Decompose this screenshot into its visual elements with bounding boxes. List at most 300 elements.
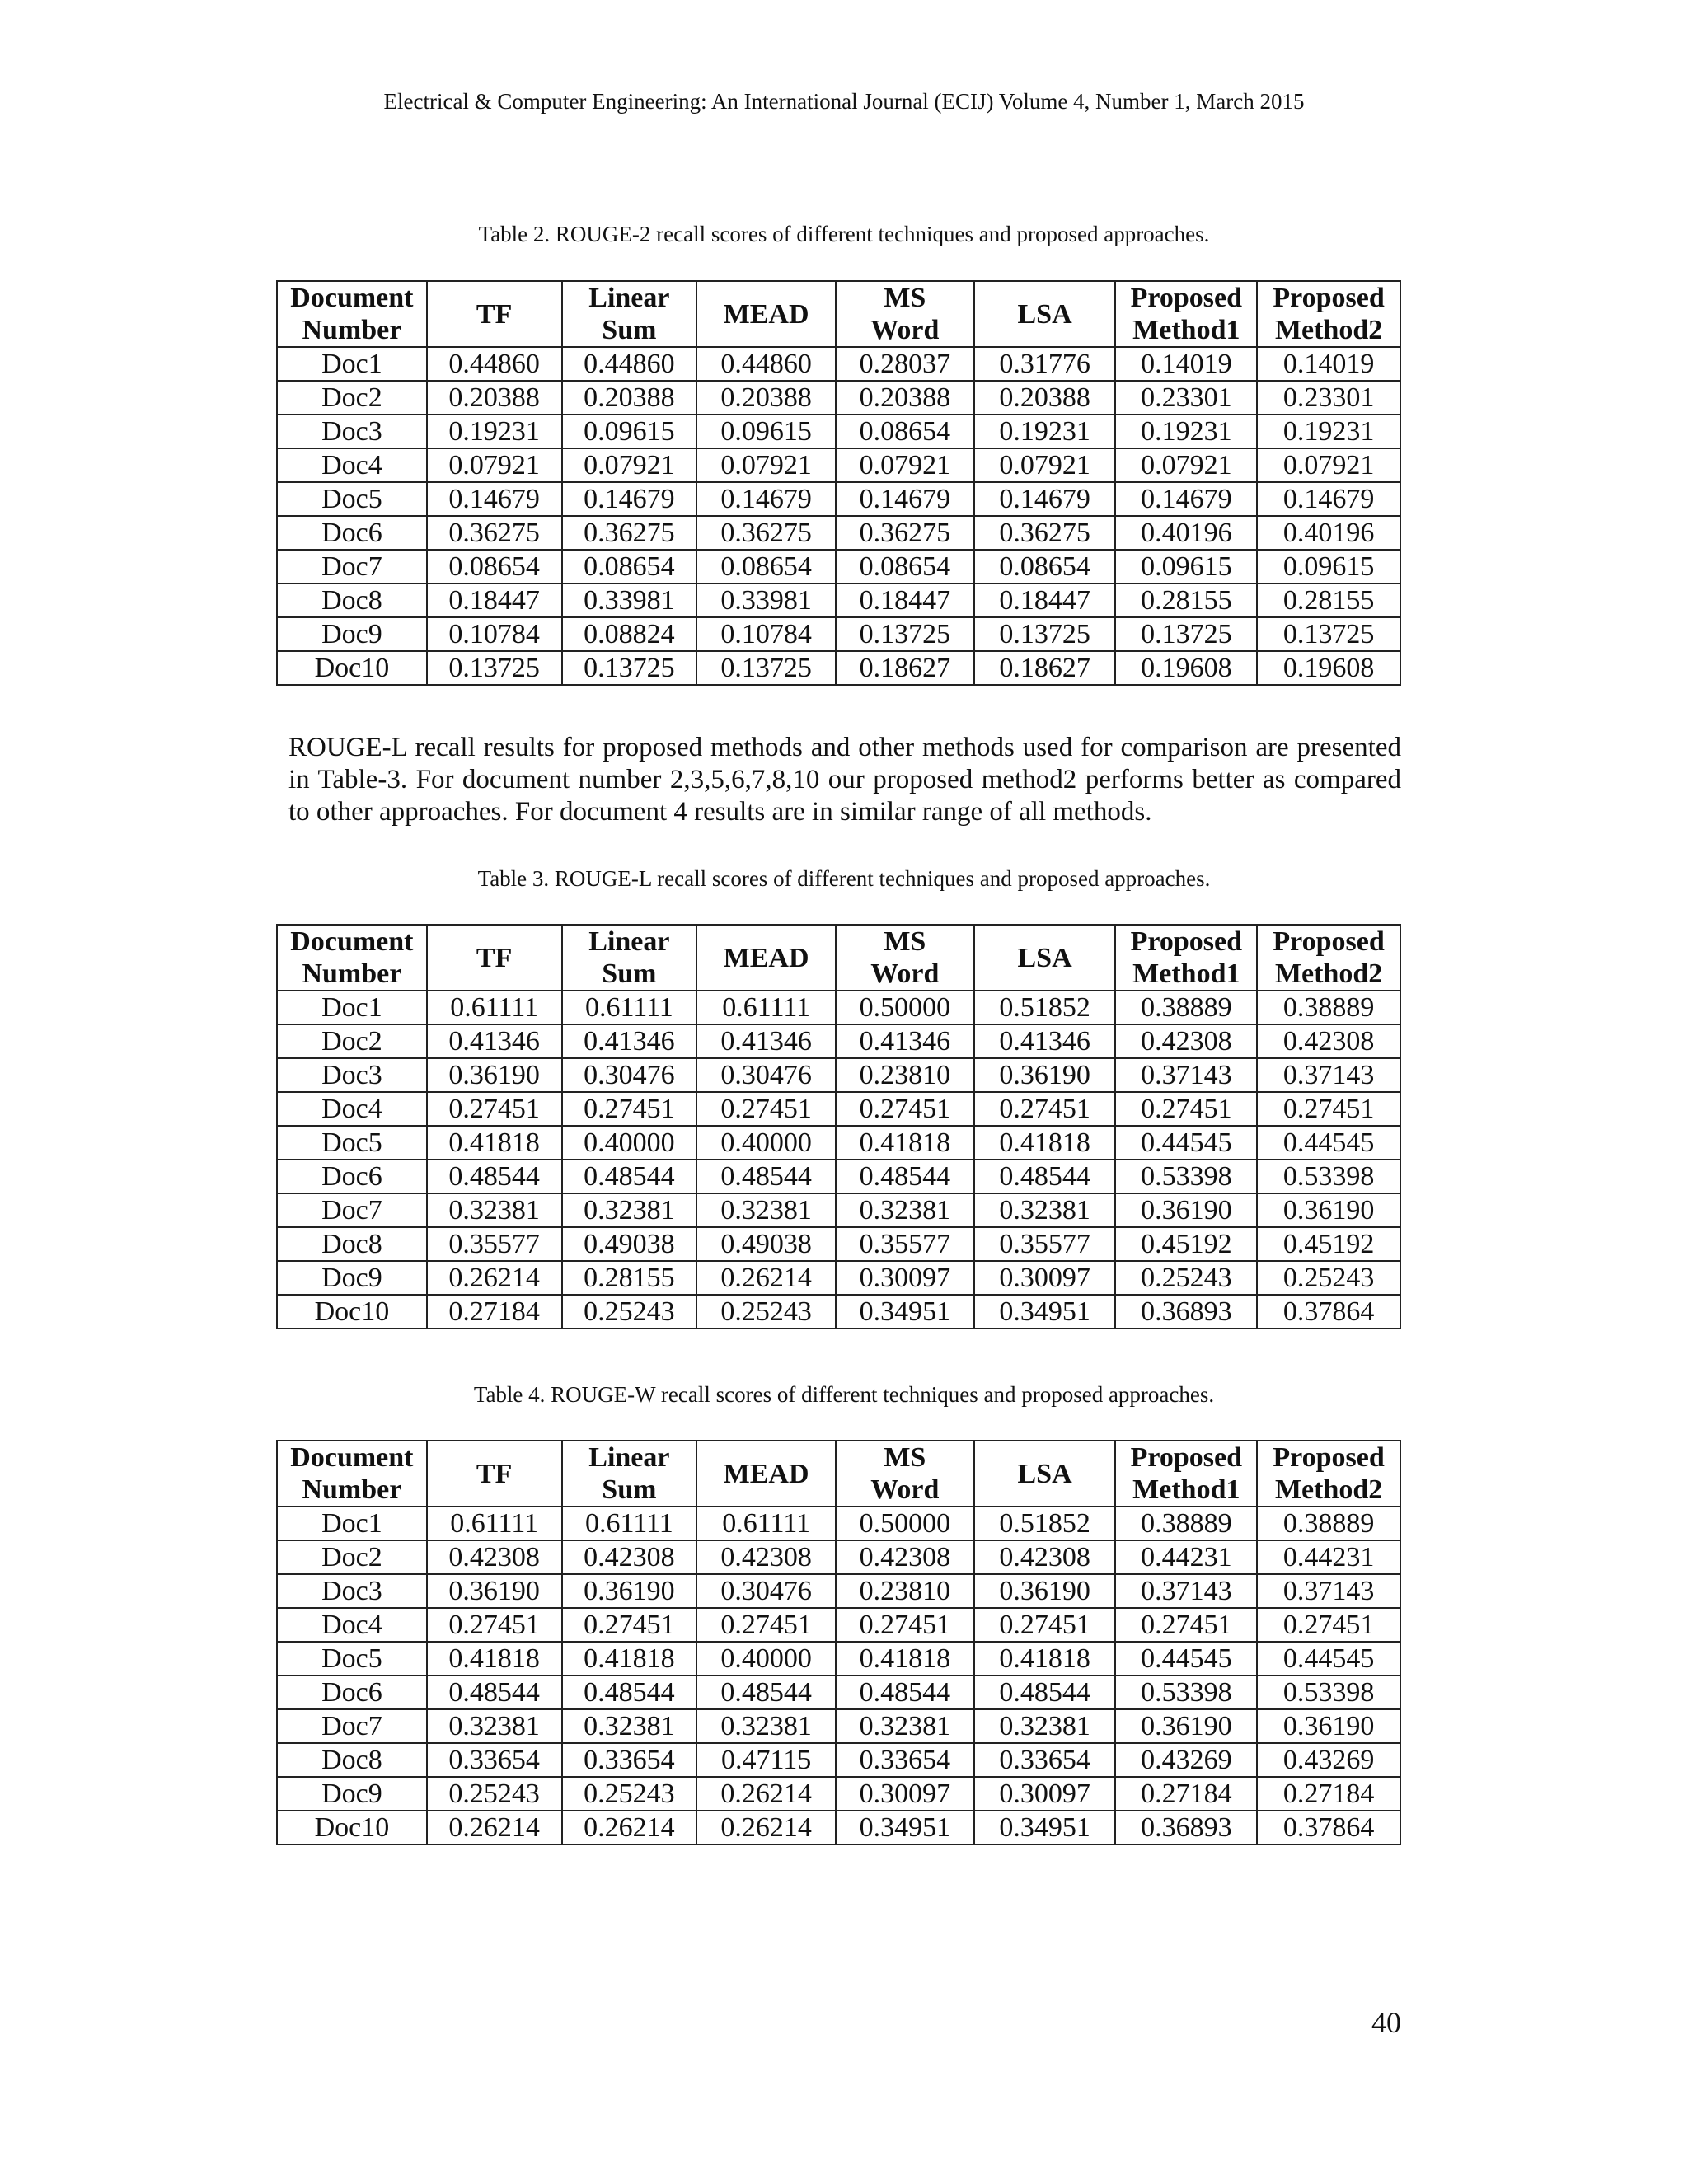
score-cell: 0.09615 xyxy=(562,415,697,448)
table-row xyxy=(277,550,1400,583)
score-cell: 0.36275 xyxy=(836,516,974,550)
table-2-caption: Table 2. ROUGE-2 recall scores of different techniques and proposed approaches. xyxy=(478,222,1210,246)
score-cell: 0.07921 xyxy=(696,448,836,482)
table-row xyxy=(277,1261,1400,1295)
score-cell: 0.45192 xyxy=(1115,1227,1257,1261)
score-cell: 0.32381 xyxy=(427,1709,562,1743)
score-cell: 0.07921 xyxy=(1115,448,1257,482)
score-cell: 0.07921 xyxy=(1257,448,1400,482)
score-cell: 0.41818 xyxy=(562,1642,697,1675)
score-cell: 0.37864 xyxy=(1257,1295,1400,1329)
table-row xyxy=(277,583,1400,617)
score-cell: 0.42308 xyxy=(427,1540,562,1574)
score-cell: 0.44860 xyxy=(562,347,697,381)
column-header-text: Linear xyxy=(588,926,670,957)
score-cell: 0.09615 xyxy=(696,415,836,448)
table-3-caption: Table 3. ROUGE-L recall scores of different techniques and proposed approaches. xyxy=(477,866,1211,891)
column-header-text: TF xyxy=(476,298,513,330)
document-cell: Doc6 xyxy=(277,1160,427,1193)
score-cell: 0.38889 xyxy=(1115,991,1257,1024)
column-header xyxy=(277,925,427,991)
score-cell: 0.34951 xyxy=(974,1811,1116,1844)
score-cell: 0.40196 xyxy=(1257,516,1400,550)
column-header xyxy=(1257,925,1400,991)
score-cell: 0.48544 xyxy=(836,1675,974,1709)
column-header-text: MS xyxy=(884,926,926,957)
score-cell: 0.14019 xyxy=(1257,347,1400,381)
score-cell: 0.18447 xyxy=(836,583,974,617)
score-cell: 0.53398 xyxy=(1257,1675,1400,1709)
score-cell: 0.42308 xyxy=(836,1540,974,1574)
score-cell: 0.20388 xyxy=(836,381,974,415)
score-cell: 0.23301 xyxy=(1257,381,1400,415)
table-3-rouge-l xyxy=(276,924,1401,1329)
score-cell: 0.18447 xyxy=(974,583,1116,617)
score-cell: 0.36190 xyxy=(1257,1193,1400,1227)
score-cell: 0.61111 xyxy=(562,991,697,1024)
score-cell: 0.49038 xyxy=(696,1227,836,1261)
score-cell: 0.26214 xyxy=(427,1261,562,1295)
table-row xyxy=(277,1193,1400,1227)
table-row xyxy=(277,651,1400,685)
score-cell: 0.44545 xyxy=(1257,1642,1400,1675)
table-row xyxy=(277,1295,1400,1329)
score-cell: 0.14679 xyxy=(836,482,974,516)
column-header-text: Proposed xyxy=(1130,1442,1243,1473)
table-row xyxy=(277,448,1400,482)
score-cell: 0.33981 xyxy=(696,583,836,617)
column-header-text: Sum xyxy=(602,315,657,345)
score-cell: 0.40196 xyxy=(1115,516,1257,550)
column-header-text: Proposed xyxy=(1273,1442,1385,1473)
score-cell: 0.42308 xyxy=(696,1540,836,1574)
score-cell: 0.13725 xyxy=(562,651,697,685)
document-cell: Doc7 xyxy=(277,1709,427,1743)
score-cell: 0.27451 xyxy=(562,1608,697,1642)
document-cell: Doc8 xyxy=(277,1743,427,1777)
score-cell: 0.31776 xyxy=(974,347,1116,381)
column-header-text: Document xyxy=(290,283,414,313)
score-cell: 0.09615 xyxy=(1115,550,1257,583)
column-header-text: Word xyxy=(870,958,940,989)
table-row xyxy=(277,1743,1400,1777)
score-cell: 0.37143 xyxy=(1257,1574,1400,1608)
document-cell: Doc9 xyxy=(277,617,427,651)
score-cell: 0.14679 xyxy=(696,482,836,516)
table-row xyxy=(277,1024,1400,1058)
score-cell: 0.33654 xyxy=(974,1743,1116,1777)
score-cell: 0.30476 xyxy=(696,1058,836,1092)
score-cell: 0.42308 xyxy=(1115,1024,1257,1058)
running-header: Electrical & Computer Engineering: An International Journal (ECIJ) Volume 4, Number 1, March 2015 xyxy=(383,89,1305,114)
score-cell: 0.33981 xyxy=(562,583,697,617)
table-row xyxy=(277,991,1400,1024)
document-cell: Doc4 xyxy=(277,1092,427,1126)
score-cell: 0.37143 xyxy=(1257,1058,1400,1092)
score-cell: 0.38889 xyxy=(1115,1507,1257,1540)
column-header xyxy=(1115,1441,1257,1507)
column-header-text: MS xyxy=(884,283,926,313)
document-cell: Doc5 xyxy=(277,1126,427,1160)
score-cell: 0.51852 xyxy=(974,991,1116,1024)
column-header-text: TF xyxy=(476,1458,513,1489)
score-cell: 0.30476 xyxy=(562,1058,697,1092)
score-cell: 0.33654 xyxy=(427,1743,562,1777)
table-row xyxy=(277,1507,1400,1540)
score-cell: 0.27451 xyxy=(836,1092,974,1126)
score-cell: 0.45192 xyxy=(1257,1227,1400,1261)
score-cell: 0.27451 xyxy=(696,1608,836,1642)
document-cell: Doc7 xyxy=(277,1193,427,1227)
column-header-text: Proposed xyxy=(1273,283,1385,313)
score-cell: 0.13725 xyxy=(1257,617,1400,651)
column-header xyxy=(1115,925,1257,991)
document-cell: Doc6 xyxy=(277,516,427,550)
score-cell: 0.42308 xyxy=(1257,1024,1400,1058)
score-cell: 0.61111 xyxy=(696,1507,836,1540)
score-cell: 0.14679 xyxy=(1115,482,1257,516)
document-cell: Doc6 xyxy=(277,1675,427,1709)
score-cell: 0.32381 xyxy=(427,1193,562,1227)
score-cell: 0.26214 xyxy=(696,1261,836,1295)
score-cell: 0.19231 xyxy=(427,415,562,448)
score-cell: 0.32381 xyxy=(836,1193,974,1227)
score-cell: 0.41818 xyxy=(974,1642,1116,1675)
table-header-row xyxy=(277,1441,1400,1507)
score-cell: 0.27451 xyxy=(974,1608,1116,1642)
column-header xyxy=(277,1441,427,1507)
score-cell: 0.40000 xyxy=(696,1126,836,1160)
column-header-text: TF xyxy=(476,942,513,973)
column-header xyxy=(696,281,836,347)
score-cell: 0.35577 xyxy=(836,1227,974,1261)
score-cell: 0.13725 xyxy=(427,651,562,685)
score-cell: 0.13725 xyxy=(696,651,836,685)
page-number: 40 xyxy=(1372,2006,1401,2039)
score-cell: 0.07921 xyxy=(562,448,697,482)
column-header-text: Method1 xyxy=(1132,958,1240,989)
score-cell: 0.41818 xyxy=(836,1642,974,1675)
score-cell: 0.25243 xyxy=(562,1777,697,1811)
table-row xyxy=(277,1811,1400,1844)
score-cell: 0.48544 xyxy=(974,1160,1116,1193)
column-header-text: LSA xyxy=(1017,942,1072,973)
document-cell: Doc10 xyxy=(277,1295,427,1329)
score-cell: 0.26214 xyxy=(562,1811,697,1844)
score-cell: 0.32381 xyxy=(974,1709,1116,1743)
column-header xyxy=(427,1441,562,1507)
table-row xyxy=(277,347,1400,381)
document-cell: Doc4 xyxy=(277,1608,427,1642)
score-cell: 0.32381 xyxy=(696,1193,836,1227)
body-paragraph: ROUGE-L recall results for proposed methods and other methods used for comparison are presented in Table-3. For document number 2,3,5,6,7,8,10 our proposed method2 performs better as compared to other approaches. For document 4 results are in similar range of all methods. xyxy=(288,733,1401,827)
score-cell: 0.53398 xyxy=(1115,1675,1257,1709)
table-4-caption: Table 4. ROUGE-W recall scores of different techniques and proposed approaches. xyxy=(473,1382,1215,1407)
table-row xyxy=(277,1608,1400,1642)
column-header-text: MEAD xyxy=(723,298,809,330)
column-header-text: Linear xyxy=(588,1442,670,1473)
score-cell: 0.33654 xyxy=(836,1743,974,1777)
column-header-text: Document xyxy=(290,926,414,957)
column-header-text: Word xyxy=(870,315,940,345)
table-row xyxy=(277,1058,1400,1092)
document-cell: Doc1 xyxy=(277,991,427,1024)
column-header-text: Sum xyxy=(602,958,657,989)
score-cell: 0.48544 xyxy=(562,1675,697,1709)
column-header xyxy=(1257,1441,1400,1507)
score-cell: 0.32381 xyxy=(562,1709,697,1743)
document-cell: Doc3 xyxy=(277,415,427,448)
score-cell: 0.41818 xyxy=(974,1126,1116,1160)
table-2-rouge-2 xyxy=(276,280,1401,686)
table-row xyxy=(277,1574,1400,1608)
score-cell: 0.36190 xyxy=(427,1574,562,1608)
document-cell: Doc10 xyxy=(277,1811,427,1844)
score-cell: 0.48544 xyxy=(696,1675,836,1709)
table-row xyxy=(277,381,1400,415)
column-header xyxy=(836,281,974,347)
score-cell: 0.28155 xyxy=(1115,583,1257,617)
score-cell: 0.07921 xyxy=(836,448,974,482)
score-cell: 0.41346 xyxy=(836,1024,974,1058)
score-cell: 0.07921 xyxy=(974,448,1116,482)
score-cell: 0.32381 xyxy=(836,1709,974,1743)
document-cell: Doc9 xyxy=(277,1777,427,1811)
score-cell: 0.27451 xyxy=(696,1092,836,1126)
score-cell: 0.20388 xyxy=(974,381,1116,415)
score-cell: 0.19231 xyxy=(974,415,1116,448)
score-cell: 0.35577 xyxy=(427,1227,562,1261)
score-cell: 0.27451 xyxy=(836,1608,974,1642)
score-cell: 0.26214 xyxy=(696,1777,836,1811)
score-cell: 0.40000 xyxy=(696,1642,836,1675)
score-cell: 0.49038 xyxy=(562,1227,697,1261)
score-cell: 0.53398 xyxy=(1115,1160,1257,1193)
score-cell: 0.30097 xyxy=(974,1261,1116,1295)
column-header-text: Word xyxy=(870,1474,940,1505)
score-cell: 0.35577 xyxy=(974,1227,1116,1261)
column-header xyxy=(836,1441,974,1507)
column-header-text: Method1 xyxy=(1132,1474,1240,1505)
table-row xyxy=(277,1777,1400,1811)
table-row xyxy=(277,415,1400,448)
score-cell: 0.27451 xyxy=(1257,1608,1400,1642)
score-cell: 0.14679 xyxy=(974,482,1116,516)
column-header-text: MEAD xyxy=(723,1458,809,1489)
score-cell: 0.34951 xyxy=(836,1295,974,1329)
score-cell: 0.36275 xyxy=(974,516,1116,550)
score-cell: 0.07921 xyxy=(427,448,562,482)
score-cell: 0.48544 xyxy=(427,1160,562,1193)
document-cell: Doc1 xyxy=(277,1507,427,1540)
score-cell: 0.33654 xyxy=(562,1743,697,1777)
score-cell: 0.23301 xyxy=(1115,381,1257,415)
score-cell: 0.48544 xyxy=(836,1160,974,1193)
score-cell: 0.47115 xyxy=(696,1743,836,1777)
score-cell: 0.61111 xyxy=(427,991,562,1024)
score-cell: 0.44545 xyxy=(1115,1642,1257,1675)
document-cell: Doc3 xyxy=(277,1058,427,1092)
column-header-text: Sum xyxy=(602,1474,657,1505)
table-row xyxy=(277,482,1400,516)
score-cell: 0.36190 xyxy=(562,1574,697,1608)
column-header xyxy=(836,925,974,991)
score-cell: 0.25243 xyxy=(427,1777,562,1811)
score-cell: 0.44231 xyxy=(1257,1540,1400,1574)
score-cell: 0.53398 xyxy=(1257,1160,1400,1193)
score-cell: 0.43269 xyxy=(1257,1743,1400,1777)
score-cell: 0.20388 xyxy=(696,381,836,415)
score-cell: 0.13725 xyxy=(1115,617,1257,651)
score-cell: 0.09615 xyxy=(1257,550,1400,583)
column-header-text: Linear xyxy=(588,283,670,313)
score-cell: 0.41346 xyxy=(974,1024,1116,1058)
score-cell: 0.27451 xyxy=(427,1092,562,1126)
table-row xyxy=(277,1709,1400,1743)
column-header xyxy=(427,925,562,991)
score-cell: 0.41346 xyxy=(696,1024,836,1058)
score-cell: 0.08824 xyxy=(562,617,697,651)
score-cell: 0.43269 xyxy=(1115,1743,1257,1777)
score-cell: 0.50000 xyxy=(836,1507,974,1540)
document-cell: Doc3 xyxy=(277,1574,427,1608)
score-cell: 0.36190 xyxy=(427,1058,562,1092)
document-cell: Doc7 xyxy=(277,550,427,583)
score-cell: 0.41818 xyxy=(427,1126,562,1160)
document-cell: Doc4 xyxy=(277,448,427,482)
table-row xyxy=(277,1160,1400,1193)
table-row xyxy=(277,1540,1400,1574)
document-cell: Doc5 xyxy=(277,1642,427,1675)
score-cell: 0.08654 xyxy=(836,550,974,583)
score-cell: 0.44545 xyxy=(1257,1126,1400,1160)
score-cell: 0.34951 xyxy=(974,1295,1116,1329)
score-cell: 0.30097 xyxy=(974,1777,1116,1811)
score-cell: 0.25243 xyxy=(1115,1261,1257,1295)
score-cell: 0.13725 xyxy=(836,617,974,651)
table-header-row xyxy=(277,281,1400,347)
table-row xyxy=(277,1675,1400,1709)
table-row xyxy=(277,617,1400,651)
score-cell: 0.48544 xyxy=(696,1160,836,1193)
score-cell: 0.36893 xyxy=(1115,1295,1257,1329)
column-header xyxy=(974,1441,1116,1507)
score-cell: 0.13725 xyxy=(974,617,1116,651)
column-header xyxy=(696,925,836,991)
column-header xyxy=(562,281,697,347)
column-header-text: Number xyxy=(302,1474,402,1505)
score-cell: 0.27451 xyxy=(1115,1092,1257,1126)
score-cell: 0.23810 xyxy=(836,1574,974,1608)
column-header-text: Proposed xyxy=(1130,926,1243,957)
column-header-text: Method2 xyxy=(1274,958,1383,989)
score-cell: 0.08654 xyxy=(836,415,974,448)
table-header-row xyxy=(277,925,1400,991)
column-header-text: LSA xyxy=(1017,1458,1072,1489)
score-cell: 0.25243 xyxy=(562,1295,697,1329)
score-cell: 0.27184 xyxy=(1115,1777,1257,1811)
column-header xyxy=(1257,281,1400,347)
document-cell: Doc8 xyxy=(277,583,427,617)
score-cell: 0.44231 xyxy=(1115,1540,1257,1574)
score-cell: 0.27451 xyxy=(427,1608,562,1642)
column-header xyxy=(562,1441,697,1507)
score-cell: 0.36190 xyxy=(1257,1709,1400,1743)
score-cell: 0.41818 xyxy=(427,1642,562,1675)
column-header xyxy=(562,925,697,991)
document-cell: Doc2 xyxy=(277,381,427,415)
score-cell: 0.42308 xyxy=(974,1540,1116,1574)
score-cell: 0.32381 xyxy=(974,1193,1116,1227)
score-cell: 0.34951 xyxy=(836,1811,974,1844)
score-cell: 0.27184 xyxy=(427,1295,562,1329)
score-cell: 0.19608 xyxy=(1115,651,1257,685)
score-cell: 0.14679 xyxy=(427,482,562,516)
score-cell: 0.18627 xyxy=(974,651,1116,685)
score-cell: 0.44545 xyxy=(1115,1126,1257,1160)
score-cell: 0.32381 xyxy=(696,1709,836,1743)
score-cell: 0.36275 xyxy=(562,516,697,550)
column-header xyxy=(974,925,1116,991)
score-cell: 0.28155 xyxy=(1257,583,1400,617)
score-cell: 0.28037 xyxy=(836,347,974,381)
column-header-text: LSA xyxy=(1017,298,1072,330)
score-cell: 0.27451 xyxy=(562,1092,697,1126)
score-cell: 0.41818 xyxy=(836,1126,974,1160)
score-cell: 0.08654 xyxy=(562,550,697,583)
table-row xyxy=(277,1227,1400,1261)
column-header-text: Number xyxy=(302,315,402,345)
score-cell: 0.19231 xyxy=(1257,415,1400,448)
column-header-text: Proposed xyxy=(1130,283,1243,313)
score-cell: 0.36275 xyxy=(427,516,562,550)
score-cell: 0.26214 xyxy=(427,1811,562,1844)
score-cell: 0.27451 xyxy=(974,1092,1116,1126)
score-cell: 0.08654 xyxy=(696,550,836,583)
score-cell: 0.26214 xyxy=(696,1811,836,1844)
score-cell: 0.28155 xyxy=(562,1261,697,1295)
score-cell: 0.32381 xyxy=(562,1193,697,1227)
document-cell: Doc1 xyxy=(277,347,427,381)
score-cell: 0.37143 xyxy=(1115,1574,1257,1608)
score-cell: 0.25243 xyxy=(696,1295,836,1329)
score-cell: 0.48544 xyxy=(427,1675,562,1709)
score-cell: 0.10784 xyxy=(427,617,562,651)
column-header-text: Method2 xyxy=(1274,1474,1383,1505)
score-cell: 0.38889 xyxy=(1257,991,1400,1024)
column-header-text: Method2 xyxy=(1274,315,1383,345)
score-cell: 0.37143 xyxy=(1115,1058,1257,1092)
table-row xyxy=(277,1126,1400,1160)
score-cell: 0.38889 xyxy=(1257,1507,1400,1540)
score-cell: 0.48544 xyxy=(974,1675,1116,1709)
score-cell: 0.14679 xyxy=(562,482,697,516)
column-header xyxy=(1115,281,1257,347)
table-row xyxy=(277,516,1400,550)
score-cell: 0.19231 xyxy=(1115,415,1257,448)
column-header xyxy=(974,281,1116,347)
score-cell: 0.30476 xyxy=(696,1574,836,1608)
score-cell: 0.20388 xyxy=(562,381,697,415)
column-header-text: MS xyxy=(884,1442,926,1473)
document-cell: Doc5 xyxy=(277,482,427,516)
score-cell: 0.08654 xyxy=(427,550,562,583)
column-header-text: Number xyxy=(302,958,402,989)
score-cell: 0.37864 xyxy=(1257,1811,1400,1844)
score-cell: 0.36190 xyxy=(974,1058,1116,1092)
score-cell: 0.36190 xyxy=(974,1574,1116,1608)
score-cell: 0.14679 xyxy=(1257,482,1400,516)
